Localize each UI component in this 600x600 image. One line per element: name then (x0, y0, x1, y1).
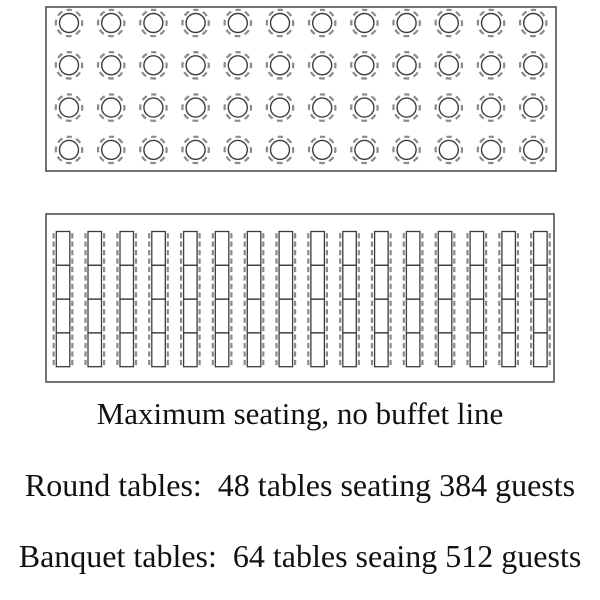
round-table (436, 10, 462, 36)
banquet-table (311, 232, 325, 266)
round-table-top (482, 140, 501, 159)
banquet-table (375, 232, 389, 266)
banquet-table (215, 232, 229, 266)
round-table (98, 10, 124, 36)
banquet-table (470, 333, 484, 367)
round-table (140, 94, 166, 120)
round-table (56, 94, 82, 120)
banquet-column (213, 232, 232, 367)
round-table (56, 10, 82, 36)
banquet-table (88, 232, 102, 266)
banquet-table (502, 299, 516, 333)
round-table (520, 52, 546, 78)
round-table-top (524, 98, 543, 117)
banquet-table (470, 299, 484, 333)
round-table (478, 10, 504, 36)
round-table (351, 10, 377, 36)
banquet-table (279, 299, 293, 333)
round-table-top (439, 98, 458, 117)
banquet-table (311, 333, 325, 367)
banquet-table (311, 299, 325, 333)
round-table-top (355, 56, 374, 75)
round-table (520, 10, 546, 36)
banquet-table (534, 333, 548, 367)
banquet-table (152, 333, 166, 367)
banquet-table (120, 299, 134, 333)
round-table (140, 10, 166, 36)
banquet-table (438, 265, 452, 299)
round-table-top (524, 140, 543, 159)
round-table-top (60, 14, 79, 33)
banquet-table (56, 299, 70, 333)
round-table-top (524, 56, 543, 75)
banquet-table (502, 333, 516, 367)
round-table-top (271, 56, 290, 75)
round-table (393, 137, 419, 163)
round-table (225, 10, 251, 36)
banquet-table (406, 232, 420, 266)
round-table (478, 94, 504, 120)
banquet-table (56, 265, 70, 299)
round-table-top (313, 98, 332, 117)
caption-title: Maximum seating, no buffet line (96, 396, 504, 431)
banquet-column (499, 232, 518, 367)
banquet-table (502, 265, 516, 299)
banquet-table (343, 232, 357, 266)
round-table (393, 52, 419, 78)
round-table-top (271, 140, 290, 159)
round-table (140, 52, 166, 78)
round-table-top (439, 14, 458, 33)
round-table-top (397, 140, 416, 159)
round-table (225, 94, 251, 120)
caption-round-tables: Round tables: 48 tables seating 384 guests (24, 467, 576, 503)
banquet-table (438, 299, 452, 333)
banquet-table (152, 265, 166, 299)
banquet-column (117, 232, 136, 367)
round-table (182, 10, 208, 36)
round-table-top (439, 140, 458, 159)
round-table-top (482, 56, 501, 75)
banquet-table (470, 232, 484, 266)
round-table-top (397, 98, 416, 117)
round-table (478, 137, 504, 163)
banquet-table (184, 333, 198, 367)
banquet-table (120, 232, 134, 266)
round-table-top (397, 14, 416, 33)
round-table-top (313, 14, 332, 33)
banquet-column (245, 232, 264, 367)
round-table-top (60, 140, 79, 159)
round-table-top (228, 56, 247, 75)
round-table-top (228, 140, 247, 159)
banquet-table (343, 265, 357, 299)
banquet-column (277, 232, 296, 367)
banquet-table (406, 265, 420, 299)
round-table-top (355, 14, 374, 33)
round-table-top (355, 98, 374, 117)
banquet-column (436, 232, 455, 367)
banquet-table (438, 333, 452, 367)
round-table-top (397, 56, 416, 75)
banquet-table (279, 333, 293, 367)
round-table-top (313, 56, 332, 75)
round-table (225, 52, 251, 78)
round-table (182, 94, 208, 120)
round-table (436, 94, 462, 120)
banquet-table (120, 265, 134, 299)
round-table (436, 137, 462, 163)
round-table-top (355, 140, 374, 159)
banquet-table (375, 299, 389, 333)
round-table-top (524, 14, 543, 33)
banquet-table (343, 333, 357, 367)
round-table-top (228, 14, 247, 33)
round-table-top (186, 98, 205, 117)
round-table (436, 52, 462, 78)
round-table (309, 94, 335, 120)
banquet-table (88, 265, 102, 299)
banquet-column (372, 232, 391, 367)
round-table (182, 137, 208, 163)
round-table-top (228, 98, 247, 117)
banquet-table (247, 265, 260, 299)
round-table (267, 137, 293, 163)
round-table (98, 137, 124, 163)
round-table (393, 94, 419, 120)
round-table (225, 137, 251, 163)
banquet-column (181, 232, 200, 367)
round-table-top (482, 98, 501, 117)
round-table-top (271, 14, 290, 33)
round-table (98, 94, 124, 120)
round-table-top (186, 56, 205, 75)
round-table-top (271, 98, 290, 117)
round-table-top (144, 56, 163, 75)
banquet-table (120, 333, 134, 367)
banquet-table (279, 265, 293, 299)
round-table (140, 137, 166, 163)
banquet-table (215, 265, 229, 299)
round-table-top (102, 98, 121, 117)
banquet-table (406, 333, 420, 367)
round-table (56, 52, 82, 78)
banquet-column (149, 232, 168, 367)
banquet-table (152, 232, 166, 266)
round-table-top (102, 56, 121, 75)
round-table (478, 52, 504, 78)
banquet-table (184, 232, 198, 266)
round-table (351, 137, 377, 163)
round-table (351, 52, 377, 78)
round-table-top (144, 140, 163, 159)
round-table (351, 94, 377, 120)
round-table (309, 137, 335, 163)
banquet-table (502, 232, 516, 266)
banquet-table (534, 265, 548, 299)
banquet-table (470, 265, 484, 299)
round-table (182, 52, 208, 78)
round-tables-diagram (45, 6, 557, 172)
banquet-table (152, 299, 166, 333)
round-table-top (186, 140, 205, 159)
round-table-top (60, 98, 79, 117)
banquet-column (531, 232, 550, 367)
round-table-top (186, 14, 205, 33)
banquet-table (375, 265, 389, 299)
round-table-top (313, 140, 332, 159)
round-table-top (102, 140, 121, 159)
banquet-column (404, 232, 423, 367)
banquet-table (56, 232, 70, 266)
round-table-top (102, 14, 121, 33)
banquet-table (438, 232, 452, 266)
banquet-table (56, 333, 70, 367)
round-table (267, 52, 293, 78)
round-table (56, 137, 82, 163)
banquet-table (343, 299, 357, 333)
banquet-table (247, 232, 260, 266)
banquet-table (88, 333, 102, 367)
banquet-tables-diagram (45, 213, 555, 383)
banquet-column (340, 232, 359, 367)
banquet-table (406, 299, 420, 333)
banquet-table (184, 265, 198, 299)
round-table (520, 94, 546, 120)
round-table-top (60, 56, 79, 75)
banquet-table (215, 299, 229, 333)
round-table (309, 52, 335, 78)
banquet-column (468, 232, 487, 367)
banquet-table (247, 333, 260, 367)
banquet-room-border (46, 214, 554, 382)
banquet-column (86, 232, 105, 367)
round-table (267, 94, 293, 120)
banquet-table (534, 232, 548, 266)
banquet-table (247, 299, 260, 333)
round-table-top (144, 98, 163, 117)
banquet-table (375, 333, 389, 367)
banquet-table (534, 299, 548, 333)
banquet-table (88, 299, 102, 333)
round-table (267, 10, 293, 36)
banquet-table (279, 232, 293, 266)
round-table (393, 10, 419, 36)
banquet-column (54, 232, 73, 367)
round-table-top (144, 14, 163, 33)
banquet-table (311, 265, 325, 299)
round-table (98, 52, 124, 78)
caption-banquet-tables: Banquet tables: 64 tables seaing 512 guests (18, 538, 582, 574)
round-table-top (439, 56, 458, 75)
banquet-table (215, 333, 229, 367)
round-table (309, 10, 335, 36)
banquet-table (184, 299, 198, 333)
round-table-top (482, 14, 501, 33)
banquet-column (308, 232, 327, 367)
round-table (520, 137, 546, 163)
